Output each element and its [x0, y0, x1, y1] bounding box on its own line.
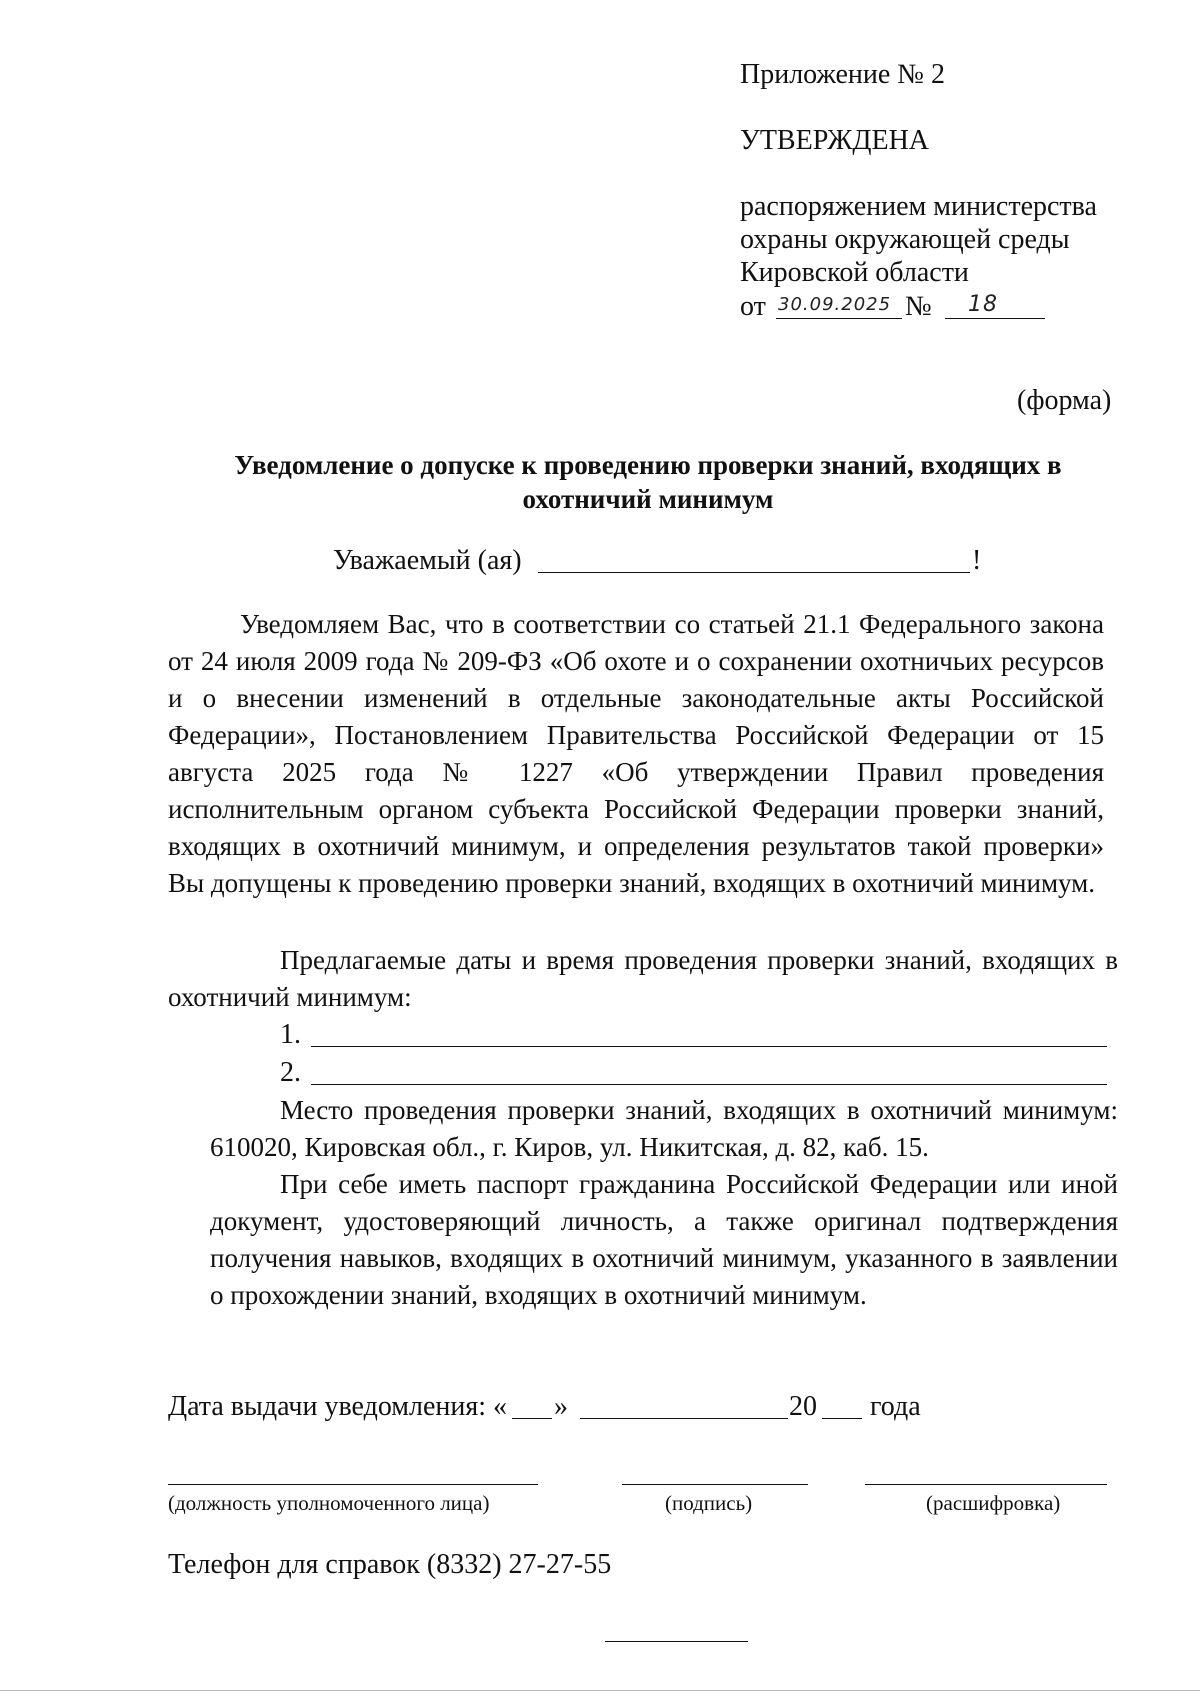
signature-caption: (подпись) — [665, 1491, 753, 1515]
salutation-ending: ! — [972, 545, 982, 576]
closing-separator — [605, 1641, 748, 1642]
date-item-1-number: 1. — [280, 1019, 301, 1050]
notification-body: Уведомляем Вас, что в соответствии со статьей 21.1 Федерального закона от 24 июля 2009 года № 209-ФЗ «Об охоте и о сохранении охотничьих ресурсов и о внесении изменений в отдельные законодательные акты Российской Федерации», Постановлением Правительства Российской Федерации от 15 августа 2025 года № 1227 «Об утверждении Правил проведения исполнительным органом субъекта Российской Федерации проверки знаний, входящих в охотничий минимум, и определения результатов такой проверки» Вы допущены к проведению проверки знаний, входящих в охотничий минимум. — [168, 609, 1104, 898]
form-label: (форма) — [1017, 385, 1112, 416]
scan-edge — [0, 1690, 1200, 1691]
issue-year-prefix: 20 — [789, 1391, 817, 1422]
documents-paragraph: При себе иметь паспорт гражданина Российской Федерации или иной документ, удостоверяющий личность, а также оригинал подтверждения получения навыков, входящих в охотничий минимум, указанного в заявлении о прохождении знаний, входящих в охотничий минимум. — [210, 1169, 1118, 1310]
phone-line: Телефон для справок (8332) 27-27-55 — [168, 1549, 612, 1580]
approved-by-line3: Кировской области — [740, 257, 969, 288]
appendix-number: Приложение № 2 — [740, 59, 945, 90]
place-paragraph: Место проведения проверки знаний, входящих в охотничий минимум: 610020, Кировская обл., г. Киров, ул. Никитская, д. 82, каб. 15. — [210, 1095, 1118, 1162]
issue-day-line[interactable] — [512, 1418, 552, 1419]
decoding-line[interactable] — [865, 1484, 1107, 1485]
handwritten-number: 18 — [968, 292, 998, 317]
issue-year-suffix: года — [870, 1391, 921, 1422]
issue-year-line[interactable] — [822, 1418, 862, 1419]
issue-date-label: Дата выдачи уведомления: « — [168, 1391, 508, 1422]
date-underline — [776, 318, 902, 319]
position-line[interactable] — [168, 1484, 538, 1485]
salutation: Уважаемый (ая) — [333, 545, 522, 576]
position-caption: (должность уполномоченного лица) — [168, 1491, 490, 1515]
signature-line[interactable] — [622, 1484, 808, 1485]
date-item-2-number: 2. — [280, 1057, 301, 1088]
document-title-line1: Уведомление о допуске к проведению проверки знаний, входящих в — [234, 450, 1062, 480]
issue-date-close-quote: » — [554, 1391, 568, 1422]
recipient-name-line[interactable] — [538, 572, 970, 573]
number-sign: № — [905, 291, 932, 322]
decoding-caption: (расшифровка) — [926, 1491, 1061, 1515]
dates-paragraph: Предлагаемые даты и время проведения проверки знаний, входящих в охотничий минимум: — [168, 945, 1118, 1012]
issue-month-line[interactable] — [580, 1418, 788, 1419]
date-item-2-line[interactable] — [311, 1084, 1107, 1085]
from-label: от — [740, 291, 766, 322]
date-item-1-line[interactable] — [311, 1046, 1107, 1047]
approved-label: УТВЕРЖДЕНА — [740, 125, 930, 156]
number-underline — [945, 318, 1045, 319]
approved-by-line2: охраны окружающей среды — [740, 224, 1070, 255]
handwritten-date: 30.09.2025 — [778, 294, 892, 315]
document-title-line2: охотничий минимум — [522, 484, 774, 514]
approved-by-line1: распоряжением министерства — [740, 191, 1097, 222]
